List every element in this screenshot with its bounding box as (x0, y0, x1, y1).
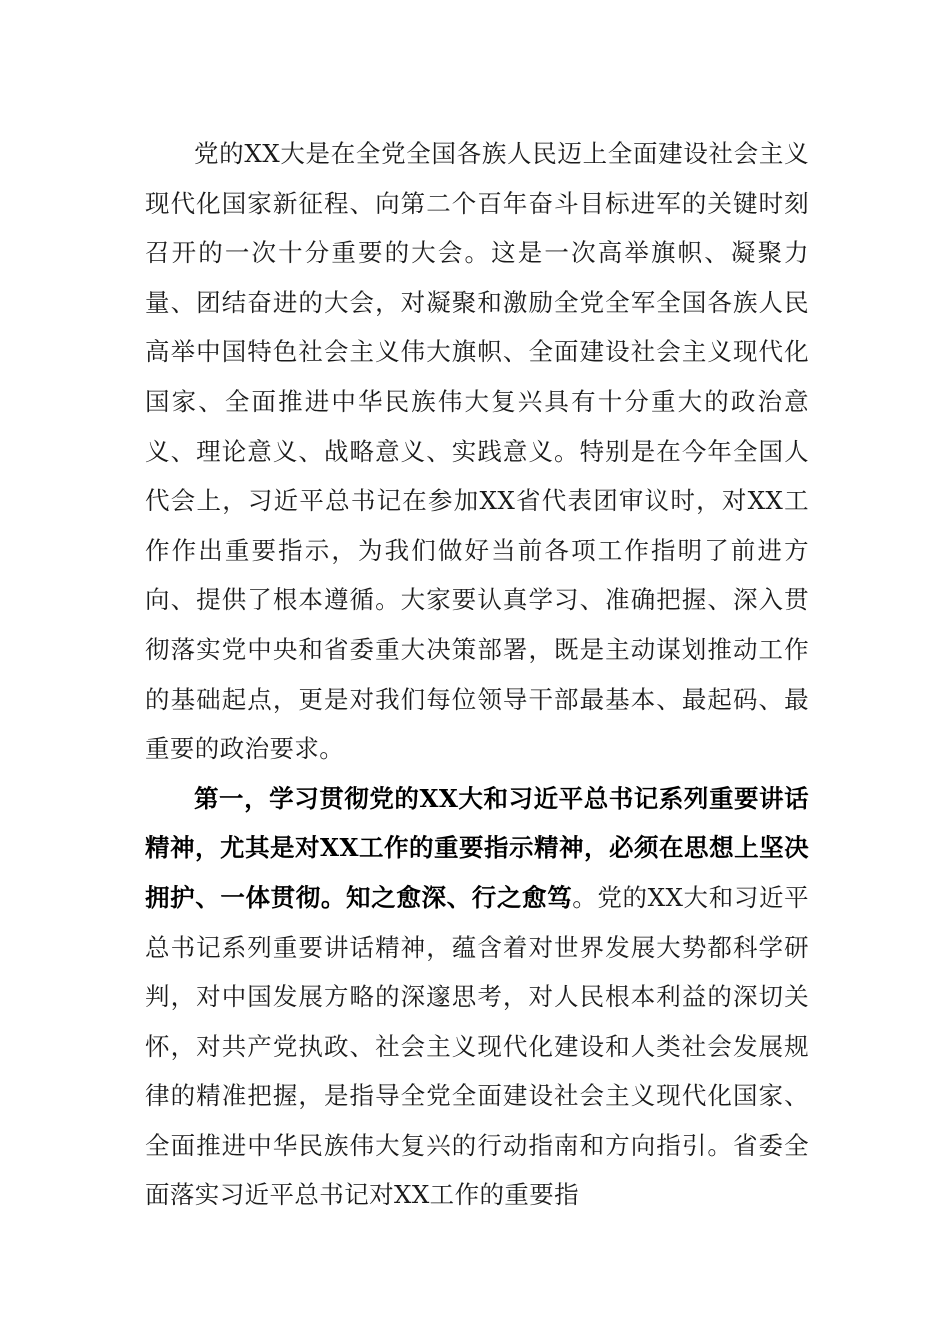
paragraph-first-point-heading: 第一，学习贯彻党的XX大和习近平总书记系列重要讲话精神，尤其是对XX工作的重要指示精神，必须在思想上坚决拥护、一体贯彻。知之愈深、行之愈笃 (145, 783, 809, 912)
document-body (145, 129, 809, 1220)
paragraph-intro: 党的XX大是在全党全国各族人民迈上全面建设社会主义现代化国家新征程、向第二个百年奋斗目标进军的关键时刻召开的一次十分重要的大会。这是一次高举旗帜、凝聚力量、团结奋进的大会，对凝聚和激励全党全军全国各族人民高举中国特色社会主义伟大旗帜、全面建设社会主义现代化国家、全面推进中华民族伟大复兴具有十分重大的政治意义、理论意义、战略意义、实践意义。特别是在今年全国人代会上，习近平总书记在参加XX省代表团审议时，对XX工作作出重要指示，为我们做好当前各项工作指明了前进方向、提供了根本遵循。大家要认真学习、准确把握、深入贯彻落实党中央和省委重大决策部署，既是主动谋划推动工作的基础起点，更是对我们每位领导干部最基本、最起码、最重要的政治要求。 (145, 139, 809, 764)
paragraph-first-point-body: 。党的XX大和习近平总书记系列重要讲话精神，蕴含着对世界发展大势都科学研判，对中国发展方略的深邃思考，对人民根本利益的深切关怀，对共产党执政、社会主义现代化建设和人类社会发展规律的精准把握，是指导全党全面建设社会主义现代化国家、全面推进中华民族伟大复兴的行动指南和方向指引。省委全面落实习近平总书记对XX工作的重要指 (145, 882, 809, 1210)
paragraph-first-point (145, 774, 809, 1220)
